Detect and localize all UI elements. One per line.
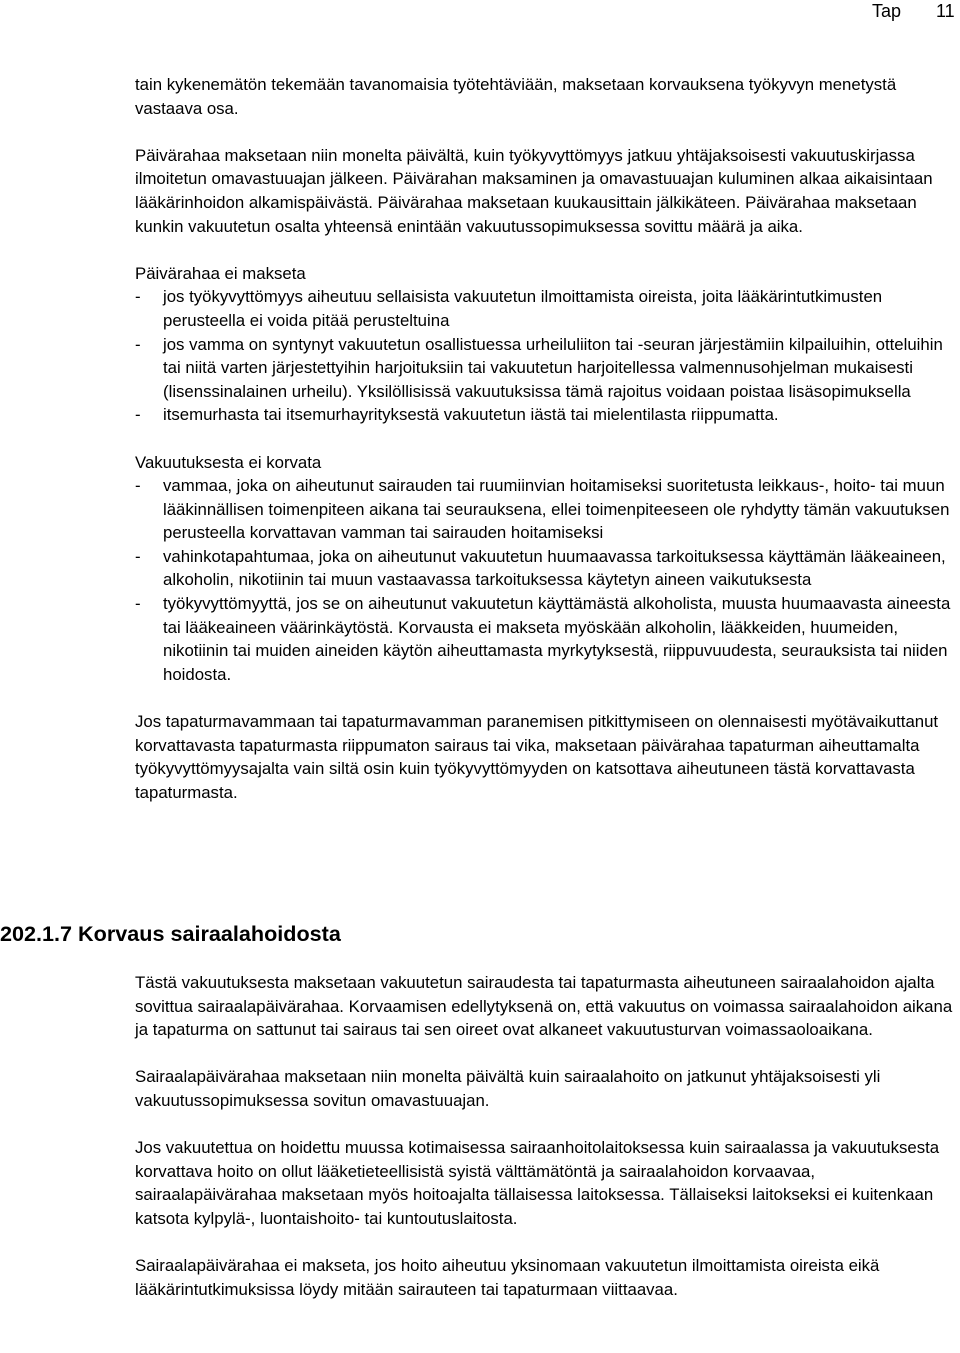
accident-paragraph: Jos tapaturmavammaan tai tapaturmavamman paranemisen pitkittymiseen on olennaisesti myötävaikuttanut korvattavasta tapaturmasta riippumaton sairaus tai vika, maksetaan päivärahaa tapaturman aiheuttamalta työkyvyttömyysajalta vain siltä osin kuin työkyvyttömyyden on katsottava aiheutuneen tästä korvattavasta tapaturmasta. [135,712,939,802]
header-section-label: Tap [872,1,902,21]
hospital-section-body [135,971,957,1301]
list-item: - vahinkotapahtumaa, joka on aiheutunut vakuutetun huumaavassa tarkoituksessa käyttämän lääkeaineen, alkoholin, nikotiinin tai muun vastaavassa tarkoituksessa käytetyn aineen vaikutuksesta [135,546,946,590]
list-item-text: työkyvyttömyyttä, jos se on aiheutunut vakuutetun käyttämästä alkoholista, muusta huumaavasta aineesta tai lääkeaineen väärinkäytöstä. Korvausta ei makseta myöskään alkoholin, lääkkeiden, huumeiden, nikotiinin tai muiden aineiden käytön aiheuttamasta myrkytyksestä, riippuvuudesta, seurauksista tai niiden hoidosta. [163,594,951,684]
document-body [135,73,957,804]
header-page-number: 11 [936,1,955,21]
list-item-text: itsemurhasta tai itsemurhayrityksestä vakuutetun iästä tai mielentilasta riippumatta. [163,405,779,425]
not-paid-list [135,285,957,427]
list-item: - jos työkyvyttömyys aiheutuu sellaisista vakuutetun ilmoittamista oireista, joita lääkärintutkimusten perusteella ei voida pitää perusteltuina [135,287,883,330]
list-item: - jos vamma on syntynyt vakuutetun osallistuessa urheiluliiton tai -seuran järjestämiin kilpailuihin, otteluihin tai niitä varten järjestettyihin harjoituksiin tai vakuutetun harjoitellessa valmennusohjelman mukaisesti (lisenssinalainen urheilu). Yksilöllisissä vakuutuksissa tämä rajoitus voidaan poistaa lisäsopimuksella [135,334,943,401]
intro-paragraph: tain kykenemätön tekemään tavanomaisia työtehtäviään, maksetaan korvauksena työkyvyn menetystä vastaava osa. [135,75,897,118]
hospital-paragraph-2: Sairaalapäivärahaa maksetaan niin monelta päivältä kuin sairaalahoito on jatkunut yhtäjaksoisesti yli vakuutussopimuksessa sovitun omavastuuajan. [135,1067,881,1110]
list-item: - työkyvyttömyyttä, jos se on aiheutunut vakuutetun käyttämästä alkoholista, muusta huumaavasta aineesta tai lääkeaineen väärinkäytöstä. Korvausta ei makseta myöskään alkoholin, lääkkeiden, huumeiden, nikotiinin tai muiden aineiden käytön aiheuttamasta myrkytyksestä, riippuvuudesta, seurauksista tai niiden hoidosta. [135,594,951,684]
list-item: - itsemurhasta tai itsemurhayrityksestä vakuutetun iästä tai mielentilasta riippumatta. [135,405,779,425]
section-heading: 202.1.7 Korvaus sairaalahoidosta [0,921,341,946]
list-item-text: vammaa, joka on aiheutunut sairauden tai ruumiinvian hoitamiseksi suoritetusta leikkaus-, hoito- tai muun lääkinnällisen toimenpiteen aikana tai seurauksena, ellei toimenpiteeseen ole ryhdytty tämän vakuutuksen perusteella korvattavan vamman tai sairauden hoitamiseksi [163,476,950,543]
not-paid-title: Päivärahaa ei makseta [135,263,306,283]
page-header [0,0,960,28]
not-compensated-list [135,474,957,686]
list-item-text: jos vamma on syntynyt vakuutetun osallistuessa urheiluliiton tai -seuran järjestämiin kilpailuihin, otteluihin tai niitä varten järjestettyihin harjoituksiin tai vakuutetun harjoitellessa valmennusohjelman mukaisesti (lisenssinalainen urheilu). Yksilöllisissä vakuutuksissa tämä rajoitus voidaan poistaa lisäsopimuksella [163,334,943,401]
hospital-paragraph-4: Sairaalapäivärahaa ei makseta, jos hoito aiheutuu yksinomaan vakuutetun ilmoittamista oireista eikä lääkärintutkimuksissa löydy mitään sairauteen tai tapaturmaan viittaavaa. [135,1256,880,1299]
list-item: - vammaa, joka on aiheutunut sairauden tai ruumiinvian hoitamiseksi suoritetusta leikkaus-, hoito- tai muun lääkinnällisen toimenpiteen aikana tai seurauksena, ellei toimenpiteeseen ole ryhdytty tämän vakuutuksen perusteella korvattavan vamman tai sairauden hoitamiseksi [135,476,950,543]
hospital-paragraph-1: Tästä vakuutuksesta maksetaan vakuutetun sairaudesta tai tapaturmasta aiheutuneen sairaalahoidon ajalta sovittua sairaalapäivärahaa. Korvaamisen edellytyksenä on, että vakuutus on voimassa sairaalahoidon aikana ja tapaturma on sattunut tai sairaus tai sen oireet ovat alkaneet vakuutusturvan voimassaoloaikana. [135,973,953,1040]
daily-allowance-paragraph: Päivärahaa maksetaan niin monelta päivältä, kuin työkyvyttömyys jatkuu yhtäjaksoisesti vakuutuskirjassa ilmoitetun omavastuuajan jälkeen. Päivärahan maksaminen ja omavastuuajan kuluminen alkaa aikaisintaan lääkärinhoidon alkamispäivästä. Päivärahaa maksetaan kuukausittain jälkikäteen. Päivärahaa maksetaan kunkin vakuutetun osalta yhteensä enintään vakuutussopimuksessa sovittu määrä ja aika. [135,145,933,236]
list-item-text: vahinkotapahtumaa, joka on aiheutunut vakuutetun huumaavassa tarkoituksessa käyttämän lääkeaineen, alkoholin, nikotiinin tai muun vastaavassa tarkoituksessa käytetyn aineen vaikutuksesta [163,546,946,590]
hospital-paragraph-3: Jos vakuutettua on hoidettu muussa kotimaisessa sairaanhoitolaitoksessa kuin sairaalassa ja vakuutuksesta korvattava hoito on ollut lääketieteellisistä syistä välttämätöntä ja sairaalahoidon korvaavaa, sairaalapäivärahaa maksetaan myös hoitoajalta tällaisessa laitoksessa. Tällaiseksi laitokseksi ei kuitenkaan katsota kylpylä-, luontaishoito- tai kuntoutuslaitosta. [135,1138,940,1228]
not-compensated-title: Vakuutuksesta ei korvata [135,452,322,472]
list-item-text: jos työkyvyttömyys aiheutuu sellaisista vakuutetun ilmoittamista oireista, joita lääkärintutkimusten perusteella ei voida pitää perusteltuina [163,287,883,330]
